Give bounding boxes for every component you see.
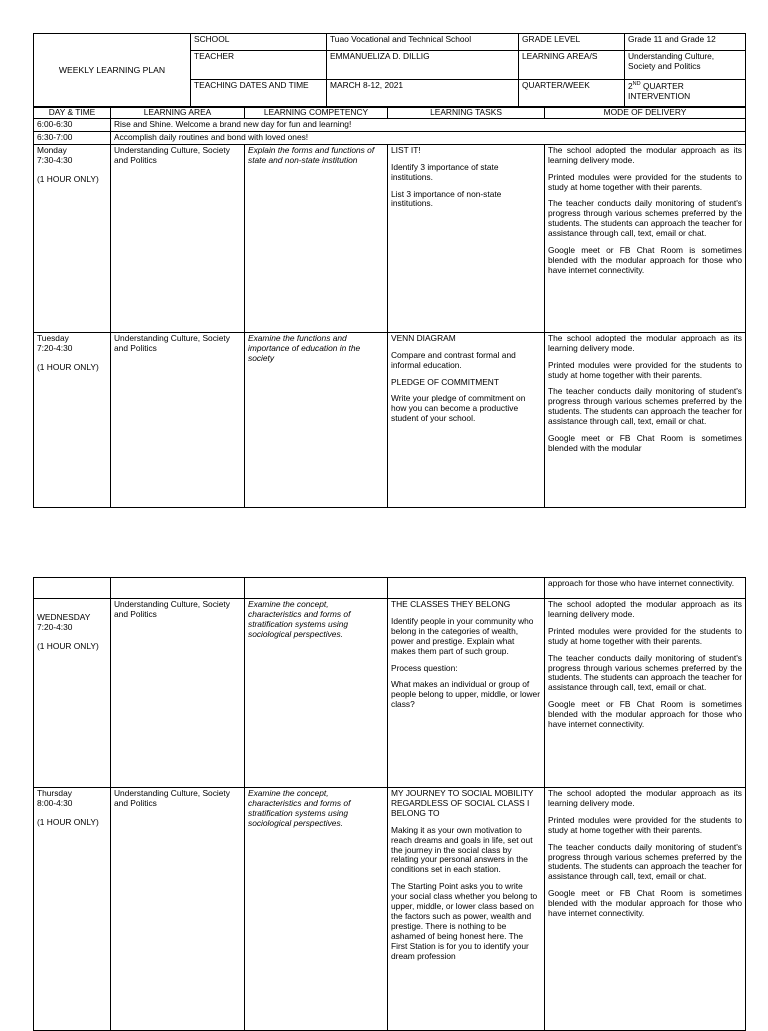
routine-text: Rise and Shine. Welcome a brand new day for fun and learning! bbox=[111, 119, 746, 132]
plan-table-1 bbox=[33, 107, 746, 508]
continuation-delivery: approach for those who have internet connectivity. bbox=[545, 578, 746, 599]
dates-value: MARCH 8-12, 2021 bbox=[327, 80, 519, 107]
plan-table-2 bbox=[33, 577, 746, 1031]
school-value: Tuao Vocational and Technical School bbox=[327, 34, 519, 51]
tuesday-delivery: The school adopted the modular approach as its learning delivery mode. Printed modules were provided for the students to study at home together with their parents. The teacher conducts daily monitoring of student's progress through various schemes preferred by the students. The students can approach the teacher for assistance through call, text, email or chat. Google meet or FB Chat Room is sometimes blended with the modular bbox=[545, 332, 746, 507]
header-table bbox=[33, 33, 746, 107]
thursday-competency: Examine the concept, characteristics and forms of stratification systems using sociological perspectives. bbox=[245, 788, 388, 1031]
monday-delivery: The school adopted the modular approach as its learning delivery mode. Printed modules were provided for the students to study at home together with their parents. The teacher conducts daily monitoring of student's progress through various schemes preferred by the students. The students can approach the teacher for assistance through call, text, email or chat. Google meet or FB Chat Room is sometimes blended with the modular approach for those who have internet connectivity. bbox=[545, 144, 746, 332]
wednesday-learning-area: Understanding Culture, Society and Politics bbox=[111, 599, 245, 788]
routine-time: 6:30-7:00 bbox=[34, 131, 111, 144]
col-day-time: DAY & TIME bbox=[34, 108, 111, 119]
school-label: SCHOOL bbox=[191, 34, 327, 51]
wednesday-tasks: THE CLASSES THEY BELONG Identify people in your community who belong in the categories of wealth, power and prestige. Explain what makes them part of such group. Process question: What makes an individual or group of people belong to upper, middle, or lower class? bbox=[388, 599, 545, 788]
monday-competency: Explain the forms and functions of state and non-state institution bbox=[245, 144, 388, 332]
tuesday-competency: Examine the functions and importance of education in the society bbox=[245, 332, 388, 507]
hour-note: (1 HOUR ONLY) bbox=[37, 173, 99, 184]
monday-tasks: LIST IT! Identify 3 importance of state institutions. List 3 importance of non-state institutions. bbox=[388, 144, 545, 332]
thursday-row bbox=[34, 788, 746, 1031]
wednesday-competency: Examine the concept, characteristics and forms of stratification systems using sociological perspectives. bbox=[245, 599, 388, 788]
routine-text: Accomplish daily routines and bond with loved ones! bbox=[111, 131, 746, 144]
routine-row bbox=[34, 131, 746, 144]
tuesday-learning-area: Understanding Culture, Society and Politics bbox=[111, 332, 245, 507]
page-2 bbox=[33, 577, 745, 1031]
thursday-day-time: Thursday 8:00-4:30 (1 HOUR ONLY) bbox=[34, 788, 111, 1031]
wednesday-day-time: WEDNESDAY 7:20-4:30 (1 HOUR ONLY) bbox=[34, 599, 111, 788]
page-1 bbox=[33, 33, 745, 508]
continuation-row bbox=[34, 578, 746, 599]
grade-value: Grade 11 and Grade 12 bbox=[625, 34, 746, 51]
col-competency: LEARNING COMPETENCY bbox=[245, 108, 388, 119]
area-value: Understanding Culture, Society and Politics bbox=[625, 51, 746, 80]
plan-title: WEEKLY LEARNING PLAN bbox=[34, 34, 191, 107]
tuesday-row bbox=[34, 332, 746, 507]
dates-label: TEACHING DATES AND TIME bbox=[191, 80, 327, 107]
routine-time: 6:00-6:30 bbox=[34, 119, 111, 132]
thursday-learning-area: Understanding Culture, Society and Politics bbox=[111, 788, 245, 1031]
quarter-value: 2ND QUARTER INTERVENTION bbox=[625, 80, 746, 107]
thursday-tasks: MY JOURNEY TO SOCIAL MOBILITY REGARDLESS OF SOCIAL CLASS I BELONG TO Making it as your own motivation to reach dreams and goals in life, set out the journey in the social class by relating your personal answers in the conditions set in each station. The Starting Point asks you to write your social class whether you belong to upper, middle, or lower class based on the factors such as power, wealth and prestige. There is nothing to be ashamed of being honest here. The First Station is for you to identify your dream profession bbox=[388, 788, 545, 1031]
col-tasks: LEARNING TASKS bbox=[388, 108, 545, 119]
wednesday-row bbox=[34, 599, 746, 788]
col-delivery: MODE OF DELIVERY bbox=[545, 108, 746, 119]
area-label: LEARNING AREA/S bbox=[519, 51, 625, 80]
grade-label: GRADE LEVEL bbox=[519, 34, 625, 51]
tuesday-day-time: Tuesday 7:20-4:30 (1 HOUR ONLY) bbox=[34, 332, 111, 507]
wednesday-delivery: The school adopted the modular approach as its learning delivery mode. Printed modules were provided for the students to study at home together with their parents. The teacher conducts daily monitoring of student's progress through various schemes preferred by the students. The students can approach the teacher for assistance through call, text, email or chat. Google meet or FB Chat Room is sometimes blended with the modular approach for those who have internet connectivity. bbox=[545, 599, 746, 788]
teacher-value: EMMANUELIZA D. DILLIG bbox=[327, 51, 519, 80]
quarter-label: QUARTER/WEEK bbox=[519, 80, 625, 107]
monday-row bbox=[34, 144, 746, 332]
tuesday-tasks: VENN DIAGRAM Compare and contrast formal and informal education. PLEDGE OF COMMITMENT Write your pledge of commitment on how you can become a productive student of your school. bbox=[388, 332, 545, 507]
routine-row bbox=[34, 119, 746, 132]
monday-learning-area: Understanding Culture, Society and Politics bbox=[111, 144, 245, 332]
thursday-delivery: The school adopted the modular approach as its learning delivery mode. Printed modules were provided for the students to study at home together with their parents. The teacher conducts daily monitoring of student's progress through various schemes preferred by the students. The students can approach the teacher for assistance through call, text, email or chat. Google meet or FB Chat Room is sometimes blended with the modular approach for those who have internet connectivity. bbox=[545, 788, 746, 1031]
monday-day-time: Monday 7:30-4:30 (1 HOUR ONLY) bbox=[34, 144, 111, 332]
teacher-label: TEACHER bbox=[191, 51, 327, 80]
col-learning-area: LEARNING AREA bbox=[111, 108, 245, 119]
